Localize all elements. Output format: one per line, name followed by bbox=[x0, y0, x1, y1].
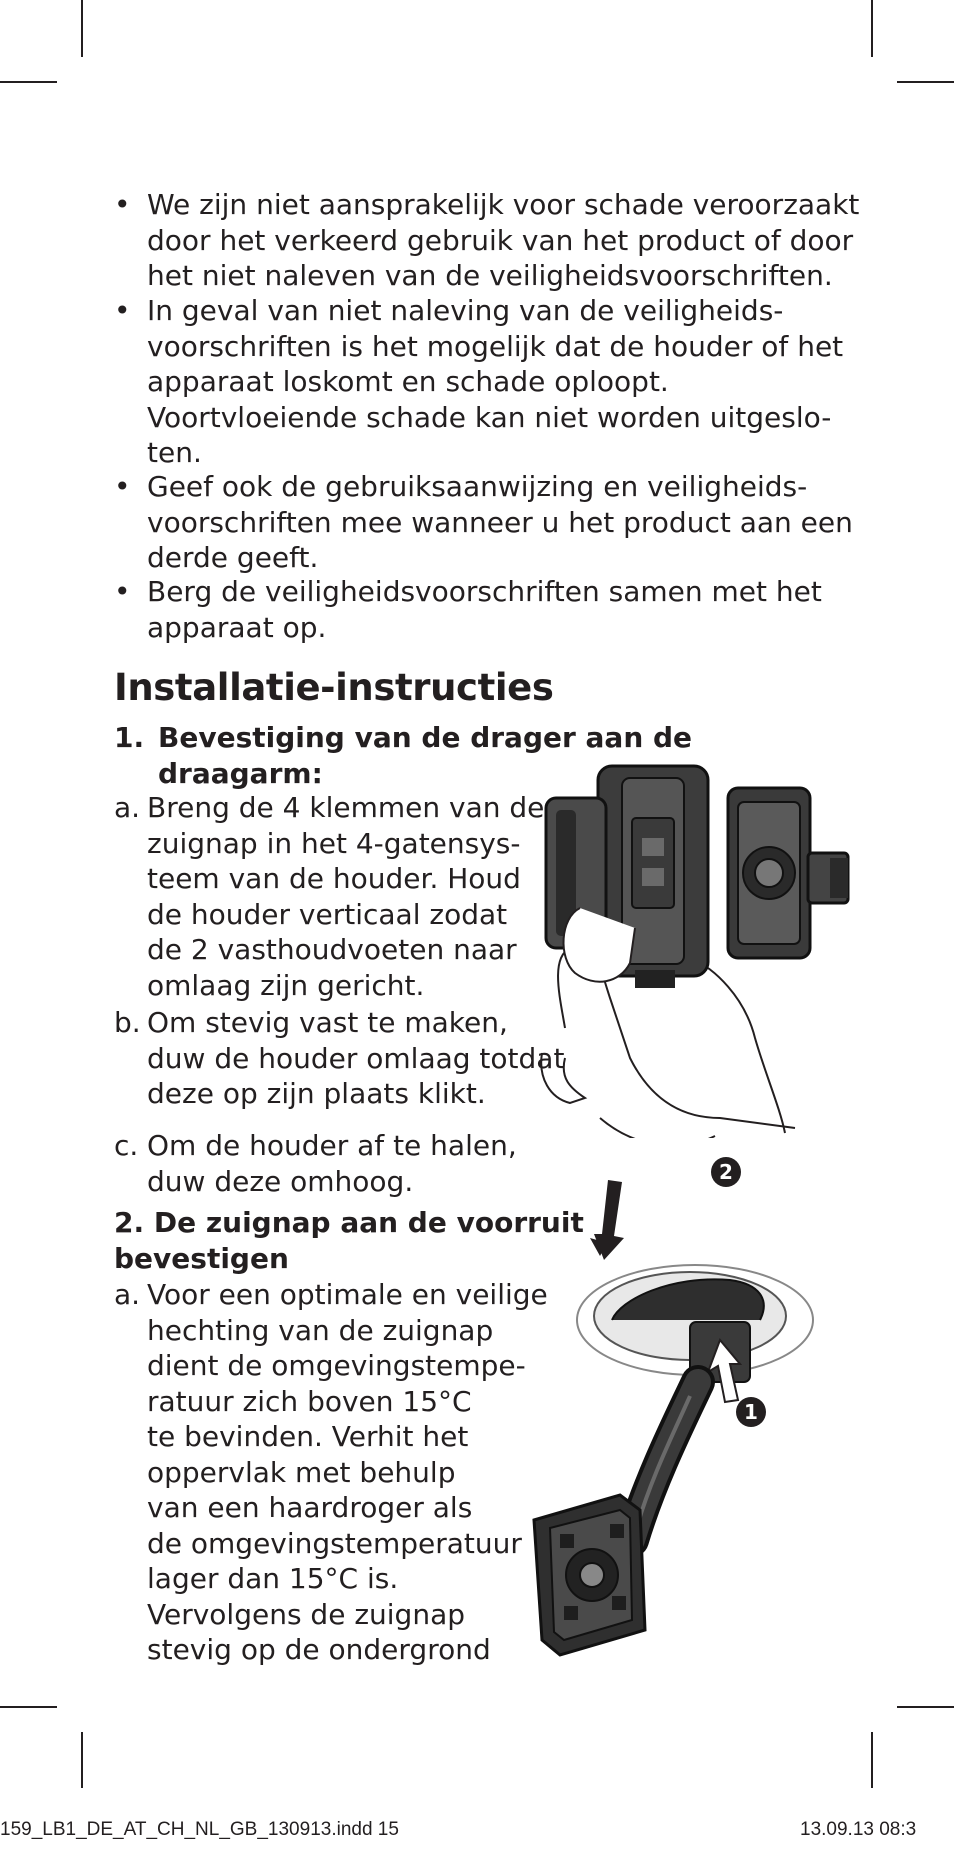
bullet-line: In geval van niet naleving van de veiligheids- bbox=[147, 294, 784, 327]
bullet-line: Berg de veiligheidsvoorschriften samen met het bbox=[147, 575, 822, 608]
step-line: duw de houder omlaag totdat bbox=[147, 1041, 565, 1075]
suction-cup-drawing bbox=[577, 1265, 813, 1382]
step-line: stevig op de ondergrond bbox=[147, 1633, 491, 1666]
mount-plate-drawing bbox=[534, 1495, 645, 1655]
step-line: oppervlak met behulp bbox=[147, 1455, 456, 1489]
footer-timestamp: 13.09.13 08:3 bbox=[800, 1819, 917, 1840]
footer-filename: 159_LB1_DE_AT_CH_NL_GB_130913.indd 15 bbox=[0, 1819, 399, 1840]
bullet-line: apparaat loskomt en schade oploopt. bbox=[147, 365, 669, 398]
step-line: ratuur zich boven 15°C bbox=[147, 1384, 472, 1418]
bullet-symbol: • bbox=[114, 188, 131, 221]
callout-two-label: 2 bbox=[719, 1160, 733, 1184]
bullet-line: derde geeft. bbox=[147, 541, 319, 574]
step-line: duw deze omhoog. bbox=[147, 1164, 414, 1198]
subsection-title-line: draagarm: bbox=[158, 757, 323, 790]
holder-illustration bbox=[540, 758, 870, 1138]
step-line: dient de omgevingstempe- bbox=[147, 1349, 526, 1382]
subsection-number: 1. bbox=[114, 721, 145, 754]
step-line: Vervolgens de zuignap bbox=[147, 1597, 466, 1631]
suction-mount-illustration bbox=[520, 1150, 840, 1660]
step-line: omlaag zijn gericht. bbox=[147, 968, 425, 1002]
bullet-line: apparaat op. bbox=[147, 610, 327, 644]
step-line: de omgevingstemperatuur bbox=[147, 1526, 522, 1560]
step-line: teem van de houder. Houd bbox=[147, 862, 521, 895]
step-line: van een haardroger als bbox=[147, 1491, 473, 1524]
subsection-title bbox=[114, 1205, 584, 1277]
step-line: Voor een optimale en veilige bbox=[147, 1278, 548, 1311]
step-letter: a. bbox=[114, 1278, 141, 1311]
arrow-down-icon bbox=[590, 1180, 624, 1260]
mount-head-drawing bbox=[728, 788, 848, 958]
step-letter: a. bbox=[114, 791, 141, 824]
callout-one bbox=[736, 1397, 766, 1427]
step-line: Om de houder af te halen, bbox=[147, 1129, 517, 1162]
step-line: Breng de 4 klemmen van de bbox=[147, 791, 545, 824]
subsection-title-line: bevestigen bbox=[114, 1242, 289, 1275]
bullet-line: voorschriften is het mogelijk dat de houder of het bbox=[147, 329, 844, 363]
callout-one-label: 1 bbox=[744, 1400, 758, 1424]
step-line: de houder verticaal zodat bbox=[147, 897, 508, 931]
bullet-line: voorschriften mee wanneer u het product aan een bbox=[147, 505, 853, 539]
step-line: Om stevig vast te maken, bbox=[147, 1006, 508, 1039]
bullet-line: door het verkeerd gebruik van het product of door bbox=[147, 223, 854, 257]
bullet-line: Voortvloeiende schade kan niet worden uitgeslo- bbox=[147, 400, 832, 434]
bullet-line: het niet naleven van de veiligheidsvoorschriften. bbox=[147, 259, 833, 292]
step-line: zuignap in het 4-gatensys- bbox=[147, 826, 521, 860]
step-line: deze op zijn plaats klikt. bbox=[147, 1077, 486, 1110]
section-heading: Installatie-instructies bbox=[114, 666, 554, 709]
bullet-symbol: • bbox=[114, 294, 131, 327]
step-line: hechting van de zuignap bbox=[147, 1313, 494, 1347]
bullet-line: ten. bbox=[147, 436, 202, 469]
step-line: te bevinden. Verhit het bbox=[147, 1420, 469, 1453]
subsection-title-line: Bevestiging van de drager aan de bbox=[158, 721, 693, 754]
subsection-title-line: 2. De zuignap aan de voorruit bbox=[114, 1206, 584, 1239]
bullet-line: Geef ook de gebruiksaanwijzing en veiligheids- bbox=[147, 470, 808, 503]
step-line: de 2 vasthoudvoeten naar bbox=[147, 933, 517, 966]
mount-arm-drawing bbox=[632, 1382, 698, 1540]
bullet-line: We zijn niet aansprakelijk voor schade veroorzaakt bbox=[147, 188, 860, 221]
bullet-symbol: • bbox=[114, 575, 131, 608]
step-letter: b. bbox=[114, 1006, 141, 1039]
step-letter: c. bbox=[114, 1129, 139, 1162]
step-line: lager dan 15°C is. bbox=[147, 1562, 399, 1595]
callout-two bbox=[711, 1157, 741, 1187]
bullet-symbol: • bbox=[114, 470, 131, 503]
